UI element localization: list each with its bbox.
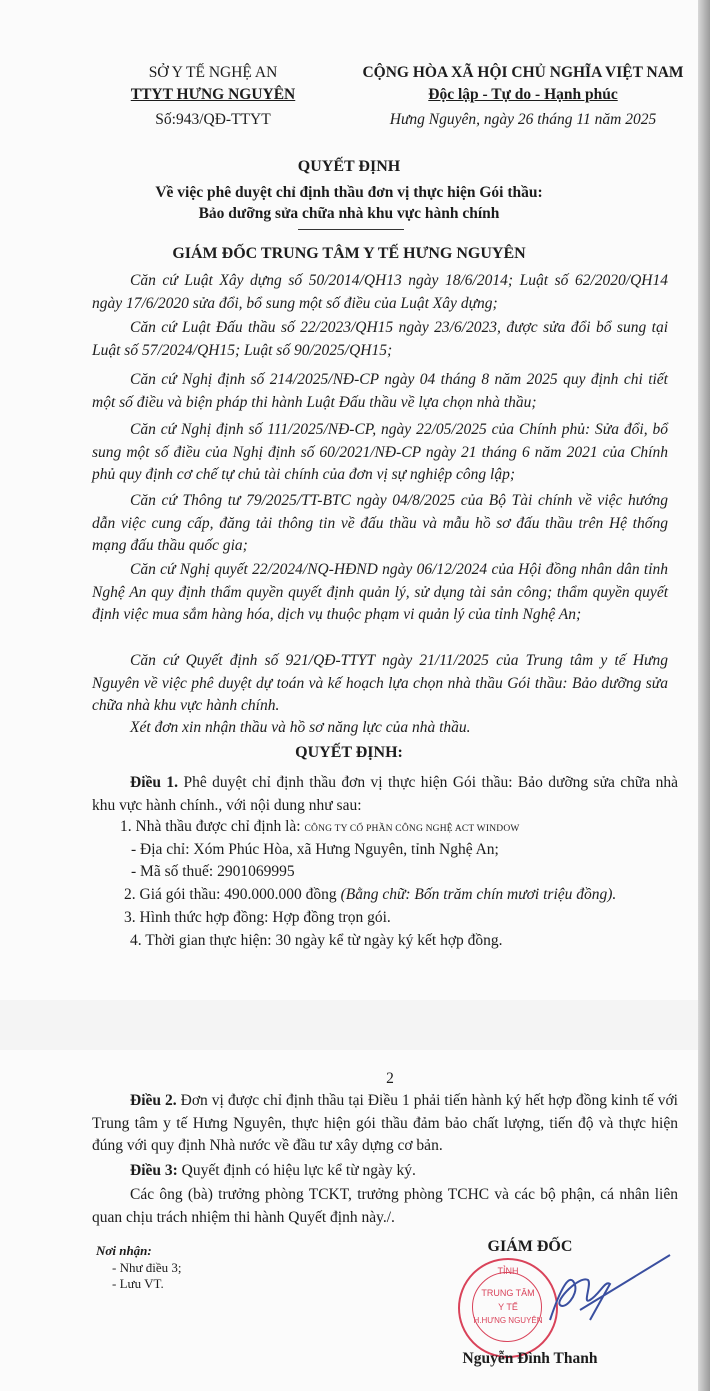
subject-rule [298, 229, 404, 230]
basis-5: Căn cứ Thông tư 79/2025/TT-BTC ngày 04/8/2025 của Bộ Tài chính về việc hướng dẫn việc cung cấp, đăng tải thông tin về đấu thầu và mẫu hồ sơ đấu thầu trên Hệ thống mạng đấu thầu quốc gia; [92, 492, 668, 554]
recipient-1: - Như điều 3; [112, 1260, 182, 1275]
basis-4: Căn cứ Nghị định số 111/2025/NĐ-CP, ngày 22/05/2025 của Chính phủ: Sửa đổi, bổ sung một số điều của Nghị định số 60/2021/NĐ-CP ngày 21 tháng 6 năm 2021 của Chính phủ quy định cơ chế tự chủ tài chính của đơn vị sự nghiệp công lập; [92, 421, 668, 483]
seal-text-3: Y TẾ [498, 1302, 518, 1312]
signature-scribble [520, 1250, 680, 1340]
signer-name: Nguyễn Đình Thanh [462, 1350, 598, 1367]
article-3-text: Quyết định có hiệu lực kể từ ngày ký. [177, 1162, 416, 1179]
seal-text-2: TRUNG TÂM [481, 1288, 535, 1298]
decision-heading: QUYẾT ĐỊNH: [295, 744, 403, 761]
contractor-name: CÔNG TY CỔ PHẦN CÔNG NGHỆ ACT WINDOW [304, 824, 520, 834]
recipients-heading: Nơi nhận: [96, 1243, 152, 1258]
basis-3: Căn cứ Nghị định số 214/2025/NĐ-CP ngày 04 tháng 8 năm 2025 quy định chi tiết một số điều và biện pháp thi hành Luật Đấu thầu về lựa chọn nhà thầu; [92, 371, 668, 411]
doc-type: QUYẾT ĐỊNH [297, 158, 401, 175]
org-parent: SỞ Y TẾ NGHỆ AN [148, 64, 278, 81]
price-words: (Bằng chữ: Bốn trăm chín mươi triệu đồng). [340, 886, 617, 903]
article-1-item-4: 4. Thời gian thực hiện: 30 ngày kể từ ngày ký kết hợp đồng. [130, 932, 503, 949]
basis-8: Xét đơn xin nhận thầu và hồ sơ năng lực của nhà thầu. [130, 719, 471, 736]
article-1-item-2 [124, 886, 616, 904]
price: 2. Giá gói thầu: 490.000.000 đồng [124, 886, 341, 903]
place-date: Hưng Nguyên, ngày 26 tháng 11 năm 2025 [389, 111, 657, 128]
page-number: 2 [386, 1070, 394, 1087]
article-2 [92, 1090, 678, 1158]
contractor-address: - Địa chỉ: Xóm Phúc Hòa, xã Hưng Nguyên, tỉnh Nghệ An; [131, 841, 499, 858]
article-3 [92, 1160, 678, 1183]
org-unit: TTYT HƯNG NGUYÊN [130, 86, 296, 103]
basis-2: Căn cứ Luật Đấu thầu số 22/2023/QH15 ngày 23/6/2023, được sửa đổi bổ sung tại Luật số 57/2024/QH15; Luật số 90/2025/QH15; [92, 319, 668, 359]
country-name: CỘNG HÒA XÃ HỘI CHỦ NGHĨA VIỆT NAM [362, 64, 684, 81]
item-1-label: 1. Nhà thầu được chỉ định là: [120, 818, 305, 835]
article-1 [92, 772, 678, 817]
subject-line-2: Bảo dưỡng sửa chữa nhà khu vực hành chính [198, 205, 500, 222]
article-3-label: Điều 3: [130, 1162, 178, 1179]
article-1-item-3: 3. Hình thức hợp đồng: Hợp đồng trọn gói. [124, 909, 391, 926]
basis-6: Căn cứ Nghị quyết 22/2024/NQ-HĐND ngày 06/12/2024 của Hội đồng nhân dân tỉnh Nghệ An quy định thẩm quyền quyết định quản lý, sử dụng tài sản công; thẩm quyền quyết định việc mua sắm hàng hóa, dịch vụ thuộc phạm vi quản lý của tỉnh Nghệ An; [92, 561, 668, 623]
article-1-label: Điều 1. [130, 774, 179, 791]
seal-text-1: TỈNH [497, 1266, 519, 1276]
authority: GIÁM ĐỐC TRUNG TÂM Y TẾ HƯNG NGUYÊN [172, 245, 526, 262]
article-2-label: Điều 2. [130, 1092, 177, 1109]
basis-7: Căn cứ Quyết định số 921/QĐ-TTYT ngày 21/11/2025 của Trung tâm y tế Hưng Nguyên về việc phê duyệt dự toán và kế hoạch lựa chọn nhà thầu Gói thầu: Bảo dưỡng sửa chữa nhà khu vực hành chính. [92, 652, 668, 714]
article-1-text: Phê duyệt chỉ định thầu đơn vị thực hiện Gói thầu: Bảo dưỡng sửa chữa nhà khu vực hành chính., với nội dung như sau: [92, 774, 678, 814]
article-2-text: Đơn vị được chỉ định thầu tại Điều 1 phải tiến hành ký hết hợp đồng kinh tế với Trung tâm y tế Hưng Nguyên, thực hiện gói thầu đảm bảo chất lượng, tiến độ và thực hiện đúng với quy định Nhà nước về đầu tư xây dựng cơ bản. [92, 1092, 678, 1154]
responsibility: Các ông (bà) trưởng phòng TCKT, trưởng phòng TCHC và các bộ phận, cá nhân liên quan chịu trách nhiệm thi hành Quyết định này./. [92, 1186, 678, 1226]
subject-line-1: Về việc phê duyệt chỉ định thầu đơn vị thực hiện Gói thầu: [155, 184, 543, 201]
article-1-item-1 [120, 818, 520, 836]
doc-number: Số:943/QĐ-TTYT [155, 111, 271, 128]
seal-text-4: H.HƯNG NGUYÊN [473, 1316, 543, 1325]
scan-edge [698, 0, 710, 1391]
recipient-2: - Lưu VT. [112, 1276, 164, 1291]
motto: Độc lập - Tự do - Hạnh phúc [428, 86, 618, 103]
basis-1: Căn cứ Luật Xây dựng số 50/2014/QH13 ngày 18/6/2014; Luật số 62/2020/QH14 ngày 17/6/2020 sửa đổi, bổ sung một số điều của Luật Xây dựng; [92, 272, 668, 312]
contractor-tax: - Mã số thuế: 2901069995 [131, 863, 295, 880]
signer-title: GIÁM ĐỐC [487, 1238, 573, 1255]
